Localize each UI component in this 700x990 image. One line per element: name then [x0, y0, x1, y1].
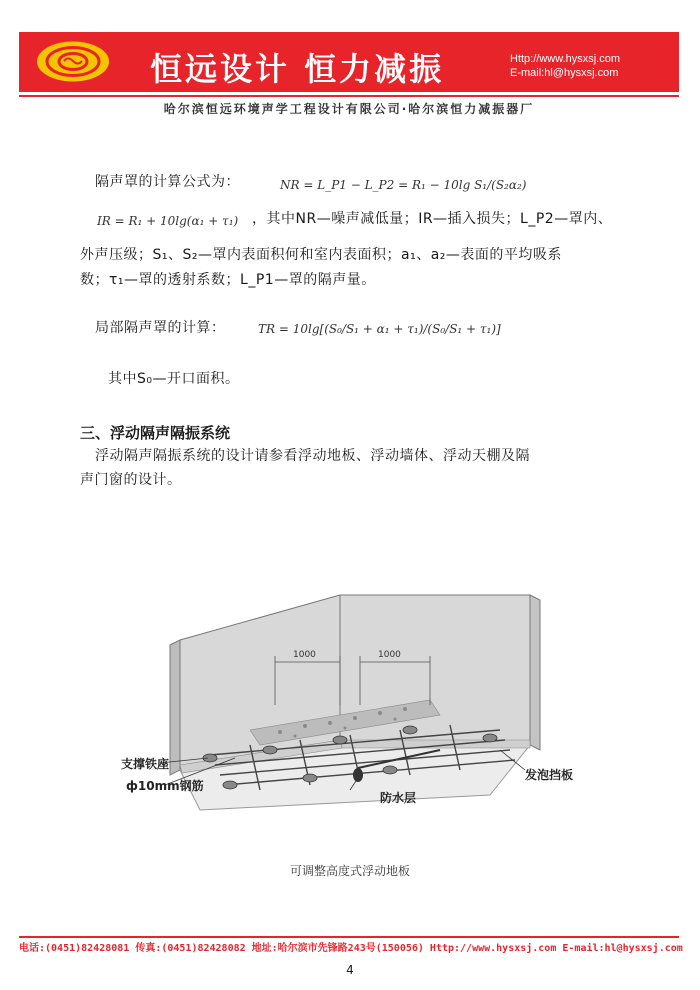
company-logo-icon: [34, 38, 112, 85]
dimension-label-2: 1000: [378, 650, 401, 660]
figure-label-support: 支撑铁座: [121, 757, 170, 771]
figure-label-rebar: ф10mm钢筋: [126, 779, 204, 793]
paragraph-floating-line2: 声门窗的设计。: [80, 472, 182, 488]
paragraph-local-enclosure-label: 局部隔声罩的计算：: [95, 320, 226, 336]
paragraph-definitions-line2: 外声压级；S₁、S₂—罩内表面积何和室内表面积；a₁、a₂—表面的平均吸系: [80, 247, 562, 263]
header-slogan: 恒远设计 恒力减振: [150, 50, 445, 88]
company-name: 哈尔滨恒远环境声学工程设计有限公司·哈尔滨恒力减振器厂: [163, 102, 535, 116]
paragraph-opening-area: 其中S₀—开口面积。: [108, 371, 240, 387]
paragraph-definitions-line1: ，其中NR—噪声减低量；IR—插入损失；L_P2—罩内、: [252, 211, 613, 227]
paragraph-floating-line1: 浮动隔声隔振系统的设计请参看浮动地板、浮动墙体、浮动天棚及隔: [95, 448, 530, 464]
header-email-link[interactable]: E-mail:hl@hysxsj.com: [510, 67, 619, 79]
dimension-label-1: 1000: [293, 650, 316, 660]
formula-ir: IR = R₁ + 10lg(α₁ + τ₁): [97, 214, 239, 228]
paragraph-definitions-line3: 数；τ₁—罩的透射系数；L_P1—罩的隔声量。: [80, 272, 376, 288]
figure-label-waterproof: 防水层: [380, 791, 417, 805]
header-links: [510, 52, 620, 80]
section-heading: 三、浮动隔声隔振系统: [80, 424, 231, 442]
header-url-link[interactable]: Http://www.hysxsj.com: [510, 53, 621, 65]
figure-caption: 可调整高度式浮动地板: [289, 864, 410, 878]
figure-label-foam: 发泡挡板: [525, 768, 574, 782]
formula-tr: TR = 10lg[(S₀/S₁ + α₁ + τ₁)/(S₀/S₁ + τ₁)]: [258, 322, 501, 336]
footer-contact: 电话:(0451)82428081 传真:(0451)82428082 地址:哈尔滨市先锋路243号(150056) Http://www.hysxsj.com E-mail:hl@hysxsj.com: [19, 943, 683, 954]
formula-nr: NR = L_P1 − L_P2 = R₁ − 10lg S₁/(S₂α₂): [280, 178, 527, 192]
paragraph-enclosure-formula-label: 隔声罩的计算公式为：: [95, 174, 240, 190]
page-number: 4: [346, 963, 354, 977]
